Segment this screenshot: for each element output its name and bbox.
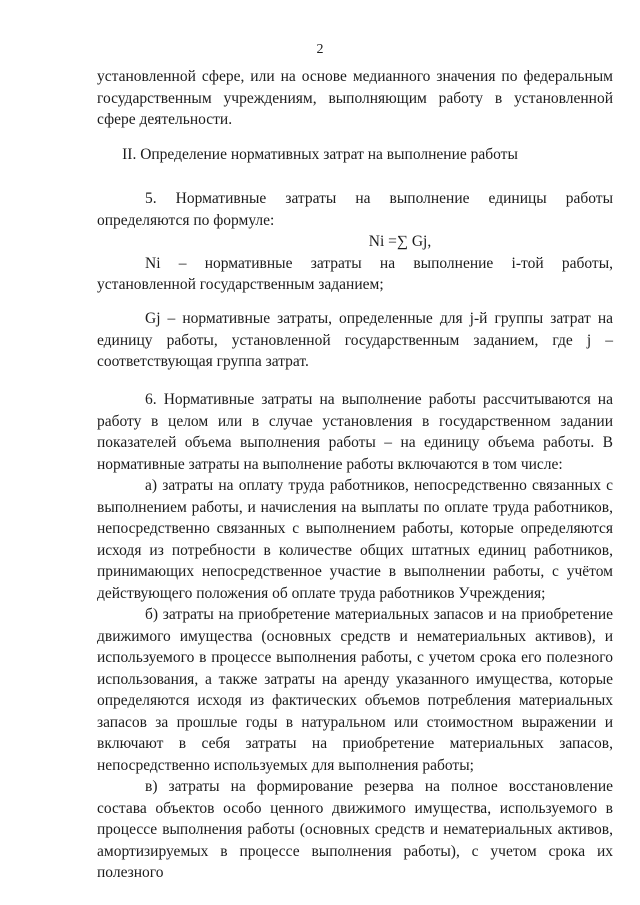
item-b: б) затраты на приобретение материальных запасов и на приобретение движимого имущества (основных средств и нематериальных активов), и используемого в процессе выполнения работы, с учетом срока его полезного использования, а также затраты на аренду указанного имущества, которые определяются исходя из фактических объемов потребления материальных запасов за прошлые годы в натуральном или стоимостном выражении и включают в себя затраты на приобретение материальных запасов, непосредственно используемых для выполнения работы; (97, 606, 613, 774)
intro-text: установленной сфере, или на основе медианного значения по федеральным государственным учреждениям, выполняющим работу в установленной сфере деятельности. (97, 68, 613, 128)
paragraph-6-text: 6. Нормативные затраты на выполнение работы рассчитываются на работу в целом или в случае установления в государственном задании показателей объема выполнения работы – на единицу объема работы. В нормативные затраты на выполнение работы включаются в том числе: (97, 391, 613, 473)
section-heading: II. Определение нормативных затрат на выполнение работы (122, 146, 518, 163)
item-a: а) затраты на оплату труда работников, непосредственно связанных с выполнением работы, и начисления на выплаты по оплате труда работников, непосредственно связанных с выполнением работы, которые определяются исходя из потребности в количестве общих штатных единиц работников, принимающих непосредственное участие в выполнении работы, с учётом действующего положения об оплате труда работников Учреждения; (97, 477, 613, 602)
item-v: в) затраты на формирование резерва на полное восстановление состава объектов особо ценного движимого имущества, используемого в процессе выполнения работы (основных средств и нематериальных активов, амортизируемых в процессе выполнения работы), с учетом срока их полезного (97, 778, 613, 881)
gj-definition-block (97, 308, 613, 373)
gj-definition: Gj – нормативные затраты, определенные для j-й группы затрат на единицу работы, установленной государственным заданием, где j – соответствующая группа затрат. (97, 310, 613, 370)
paragraph-5-text: 5. Нормативные затраты на выполнение единицы работы определяются по формуле: (97, 190, 613, 229)
page-number: 2 (316, 42, 324, 57)
ni-definition: Ni – нормативные затраты на выполнение i-той работы, установленной государственным заданием; (97, 254, 613, 293)
formula: Ni =∑ Gj, (368, 233, 432, 250)
intro-paragraph (97, 66, 613, 131)
paragraph-6 (97, 389, 613, 884)
paragraph-5 (97, 188, 613, 296)
